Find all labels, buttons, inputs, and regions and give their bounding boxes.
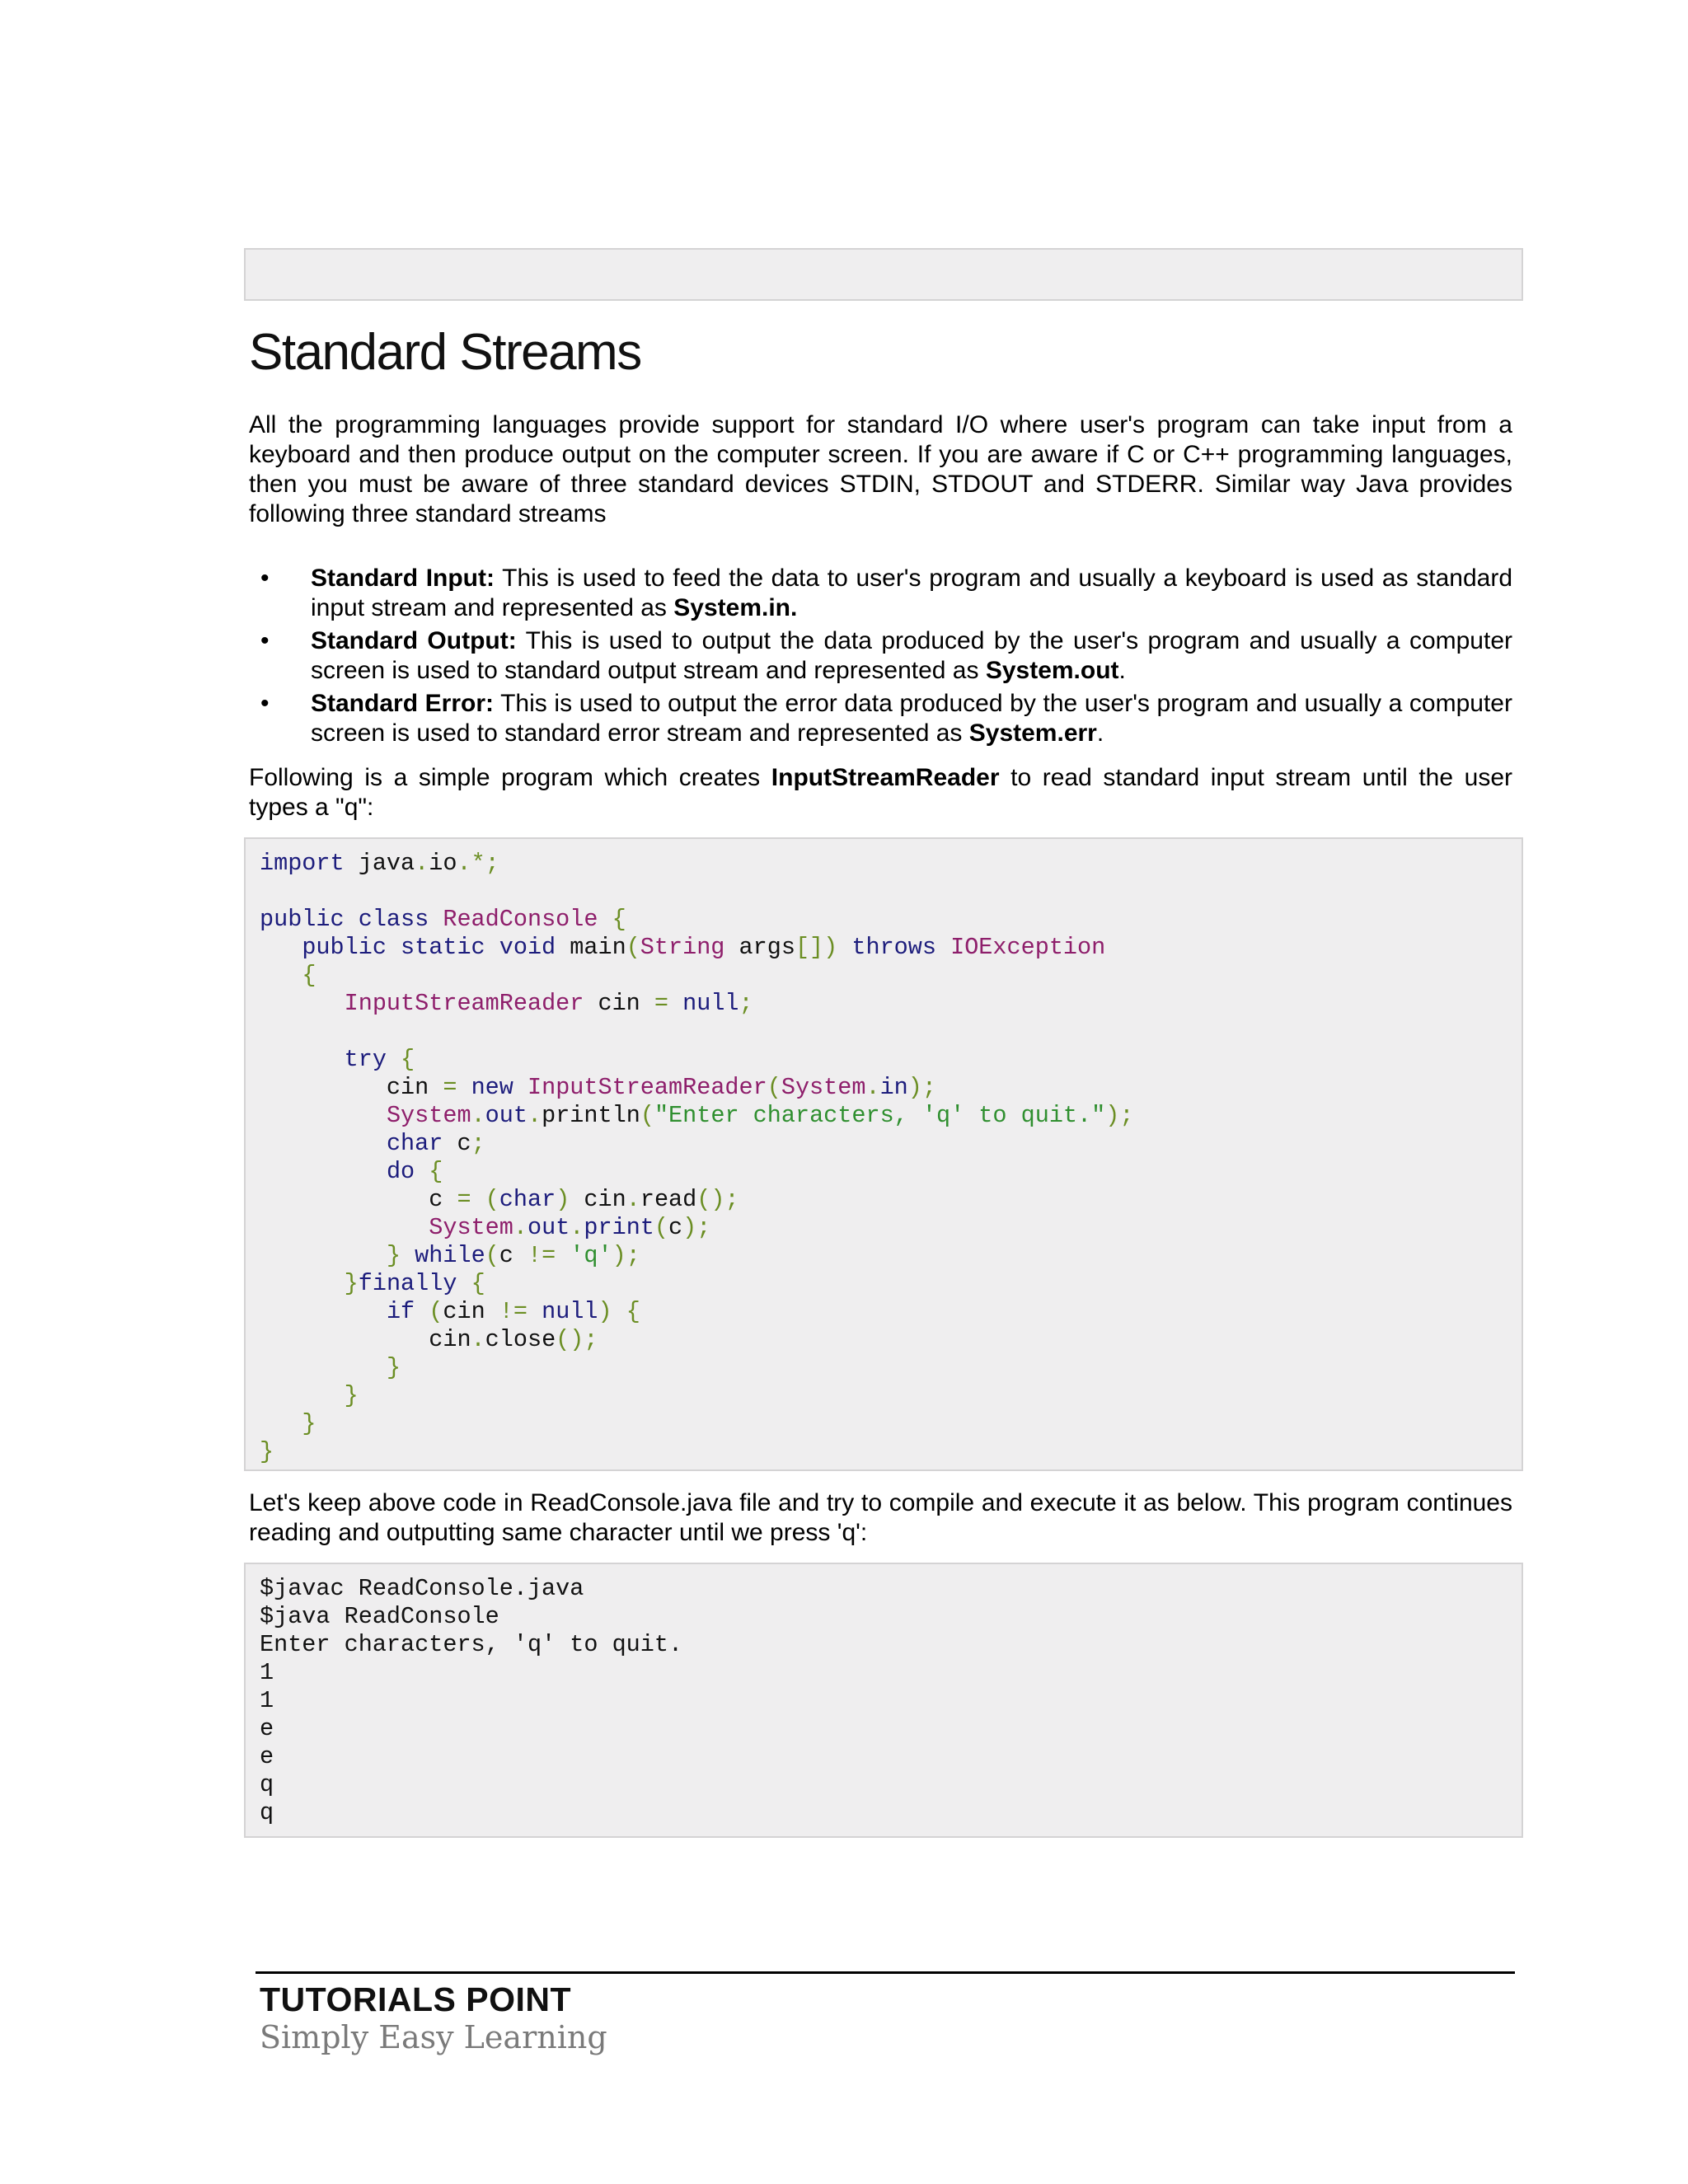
output-line: 1 xyxy=(260,1659,274,1686)
code-token: new xyxy=(471,1074,513,1101)
code-token xyxy=(387,1046,401,1073)
code-token xyxy=(415,1158,429,1185)
bullet-term: Standard Error: xyxy=(311,690,495,717)
code-line xyxy=(260,878,1522,906)
code-token xyxy=(936,934,950,961)
code-token: } xyxy=(302,1410,316,1437)
code-token: InputStreamReader xyxy=(344,990,584,1017)
code-token xyxy=(260,934,302,961)
bullet-strong: System.in xyxy=(673,594,790,621)
code-token: System xyxy=(429,1214,513,1241)
code-token: ( xyxy=(767,1074,781,1101)
code-token xyxy=(837,934,851,961)
code-token: print xyxy=(584,1214,654,1241)
code-token xyxy=(260,1382,345,1409)
code-token: != xyxy=(528,1242,556,1269)
section-heading: Standard Streams xyxy=(249,324,641,381)
code-token xyxy=(260,1130,387,1157)
code-token: c xyxy=(499,1242,528,1269)
code-line xyxy=(260,934,1522,962)
code-line xyxy=(260,1018,1522,1046)
output-line: e xyxy=(260,1715,274,1742)
java-code-block xyxy=(244,837,1523,1471)
bullet-standard-error xyxy=(249,689,1512,748)
code-token xyxy=(598,906,612,933)
code-token: java xyxy=(344,850,415,877)
output-line: Enter characters, 'q' to quit. xyxy=(260,1631,683,1658)
bullet-text: This is used to output the data produced by the user's program and usually a computer screen is used to standard output stream and represented as xyxy=(311,627,1512,684)
code-token: throws xyxy=(851,934,936,961)
code-token: = xyxy=(654,990,668,1017)
code-token: ( xyxy=(429,1298,443,1325)
code-token: []) xyxy=(795,934,838,961)
code-token: } xyxy=(344,1270,359,1297)
code-token: try xyxy=(344,1046,387,1073)
code-token: import xyxy=(260,850,345,877)
code-line xyxy=(260,850,1522,878)
code-token xyxy=(260,1158,387,1185)
code-token xyxy=(457,1074,471,1101)
bullet-standard-input xyxy=(249,564,1512,623)
code-token: do xyxy=(386,1158,415,1185)
code-token: println xyxy=(542,1102,640,1129)
bullet-text: This is used to output the error data produced by the user's program and usually a computer screen is used to standard error stream and represented as xyxy=(311,690,1512,747)
bullet-end: . xyxy=(1118,657,1126,684)
code-token: ) xyxy=(556,1186,570,1213)
code-token xyxy=(260,1214,429,1241)
code-line xyxy=(260,1074,1522,1102)
code-token: . xyxy=(415,850,429,877)
code-token: cin xyxy=(584,990,654,1017)
code-token: c xyxy=(260,1186,457,1213)
code-token xyxy=(457,1270,471,1297)
bullet-dot: • xyxy=(260,627,270,654)
code-token xyxy=(260,962,302,989)
console-output-block xyxy=(244,1563,1523,1838)
code-token: char xyxy=(386,1130,443,1157)
code-token xyxy=(260,1298,387,1325)
code-line xyxy=(260,1438,1522,1466)
code-token: read xyxy=(640,1186,697,1213)
code-token: { xyxy=(471,1270,485,1297)
code-token: while xyxy=(415,1242,485,1269)
code-token: System xyxy=(386,1102,471,1129)
code-token: ); xyxy=(612,1242,640,1269)
bullet-standard-output xyxy=(249,626,1512,686)
code-line xyxy=(260,1242,1522,1270)
code-line xyxy=(260,990,1522,1018)
code-token xyxy=(528,1298,542,1325)
code-token: { xyxy=(429,1158,443,1185)
code-token: ( xyxy=(626,934,640,961)
code-line xyxy=(260,1354,1522,1382)
code-token: IOException xyxy=(950,934,1106,961)
code-token: if xyxy=(386,1298,415,1325)
code-token: } xyxy=(344,1382,359,1409)
code-token: in xyxy=(879,1074,908,1101)
output-line: $javac ReadConsole.java xyxy=(260,1575,584,1602)
code-token: != xyxy=(499,1298,528,1325)
code-token: .*; xyxy=(457,850,499,877)
code-token: . xyxy=(570,1214,584,1241)
code-token: public class xyxy=(260,906,429,933)
code-token: cin xyxy=(260,1326,471,1353)
code-token: ) xyxy=(598,1298,612,1325)
code-token xyxy=(415,1298,429,1325)
program-intro-strong: InputStreamReader xyxy=(771,764,1000,791)
code-token: 'q' xyxy=(570,1242,612,1269)
code-token xyxy=(260,1410,302,1437)
code-token: (); xyxy=(696,1186,739,1213)
code-token xyxy=(260,1242,387,1269)
code-line xyxy=(260,1270,1522,1298)
code-token: String xyxy=(640,934,725,961)
code-token: ); xyxy=(682,1214,711,1241)
code-token xyxy=(668,990,682,1017)
code-token: . xyxy=(626,1186,640,1213)
code-token: cin xyxy=(260,1074,443,1101)
footer-rule xyxy=(256,1971,1515,1974)
code-token xyxy=(612,1298,626,1325)
code-token: } xyxy=(386,1242,401,1269)
code-token: cin xyxy=(570,1186,626,1213)
bullet-end: . xyxy=(790,594,798,621)
code-token: out xyxy=(485,1102,528,1129)
output-line: q xyxy=(260,1771,274,1798)
code-line xyxy=(260,1130,1522,1158)
code-token: } xyxy=(386,1354,401,1381)
program-intro-paragraph xyxy=(249,763,1512,823)
code-token: ( xyxy=(640,1102,654,1129)
footer-tagline: Simply Easy Learning xyxy=(260,2019,607,2055)
code-line xyxy=(260,1158,1522,1186)
code-token xyxy=(471,1186,485,1213)
code-token: io xyxy=(429,850,457,877)
code-token: finally xyxy=(358,1270,457,1297)
code-token xyxy=(556,1242,570,1269)
code-token: { xyxy=(626,1298,640,1325)
code-token: InputStreamReader xyxy=(527,1074,767,1101)
code-token: . xyxy=(527,1102,542,1129)
bullet-strong: System.err xyxy=(968,719,1097,747)
code-token: null xyxy=(542,1298,598,1325)
code-token: ; xyxy=(738,990,753,1017)
code-token: args xyxy=(724,934,795,961)
code-line xyxy=(260,1298,1522,1326)
code-token xyxy=(513,1074,528,1101)
run-intro-paragraph: Let's keep above code in ReadConsole.java file and try to compile and execute it as below. This program continues reading and outputting same character until we press 'q': xyxy=(249,1489,1512,1546)
output-line: q xyxy=(260,1799,274,1826)
code-token: ( xyxy=(654,1214,669,1241)
code-token: ); xyxy=(907,1074,937,1101)
code-token: out xyxy=(527,1214,570,1241)
code-token: ; xyxy=(471,1130,485,1157)
code-token xyxy=(429,906,443,933)
code-line xyxy=(260,1102,1522,1130)
intro-paragraph: All the programming languages provide support for standard I/O where user's program can take input from a keyboard and then produce output on the computer screen. If you are aware if C or C++ programming languages, then you must be aware of three standard devices STDIN, STDOUT and STDERR. Similar way Java provides following three standard streams xyxy=(249,411,1512,527)
code-token: } xyxy=(260,1438,274,1465)
code-token: { xyxy=(401,1046,415,1073)
code-token xyxy=(260,1046,345,1073)
code-token: { xyxy=(612,906,626,933)
code-line xyxy=(260,906,1522,934)
code-token: c xyxy=(668,1214,683,1241)
bullet-text: This is used to feed the data to user's program and usually a keyboard is used as standard input stream and represented as xyxy=(311,565,1512,621)
code-token: main xyxy=(556,934,626,961)
code-line xyxy=(260,1046,1522,1074)
code-token: ReadConsole xyxy=(443,906,598,933)
code-token: ( xyxy=(485,1242,499,1269)
code-token: { xyxy=(302,962,316,989)
bullet-strong: System.out xyxy=(985,657,1119,684)
code-token: . xyxy=(471,1102,485,1129)
code-token: = xyxy=(457,1186,471,1213)
code-token: ( xyxy=(485,1186,499,1213)
code-token: "Enter characters, 'q' to quit." xyxy=(654,1102,1106,1129)
output-line: e xyxy=(260,1743,274,1770)
code-line xyxy=(260,1186,1522,1214)
footer-brand: TUTORIALS POINT xyxy=(260,1980,572,2018)
code-token: . xyxy=(471,1326,485,1353)
code-token: null xyxy=(682,990,739,1017)
code-token: (); xyxy=(556,1326,598,1353)
bullet-dot: • xyxy=(260,565,270,592)
code-token xyxy=(260,1354,387,1381)
code-token xyxy=(260,1270,345,1297)
bullet-term: Standard Input: xyxy=(311,565,495,592)
code-line xyxy=(260,962,1522,990)
code-token: = xyxy=(443,1074,457,1101)
code-token: close xyxy=(485,1326,556,1353)
code-token xyxy=(260,1102,387,1129)
code-token: cin xyxy=(443,1298,499,1325)
code-token: System xyxy=(781,1074,866,1101)
code-line xyxy=(260,1326,1522,1354)
code-token xyxy=(401,1242,415,1269)
bullet-end: . xyxy=(1096,719,1104,747)
output-line: 1 xyxy=(260,1687,274,1714)
code-line xyxy=(260,1382,1522,1410)
bullet-dot: • xyxy=(260,690,270,717)
code-line xyxy=(260,1214,1522,1242)
output-line: $java ReadConsole xyxy=(260,1603,499,1630)
code-token: . xyxy=(865,1074,880,1101)
program-intro-text: Following is a simple program which creates xyxy=(249,764,771,791)
bullet-term: Standard Output: xyxy=(311,627,517,654)
code-token xyxy=(260,990,345,1017)
code-token: ); xyxy=(1105,1102,1134,1129)
code-token: public static void xyxy=(302,934,556,961)
code-token: . xyxy=(513,1214,528,1241)
code-token: c xyxy=(443,1130,471,1157)
stream-bullet-list xyxy=(249,564,1512,752)
program-intro-text-end: to read standard input stream until the user types a "q": xyxy=(249,764,1513,821)
code-token: char xyxy=(499,1186,556,1213)
command-block-copyfile xyxy=(244,248,1523,301)
code-line xyxy=(260,1410,1522,1438)
